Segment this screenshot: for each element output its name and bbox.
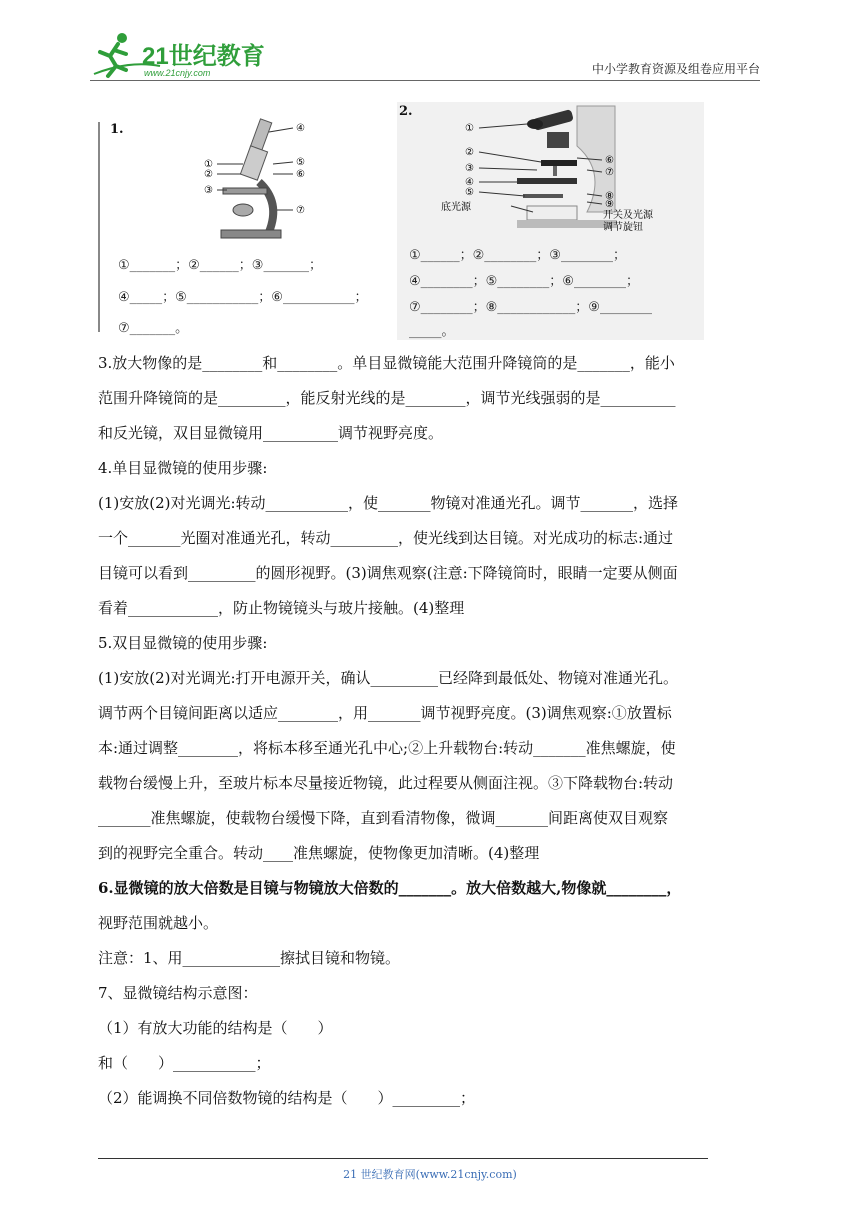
q7-line-1: （1）有放大功能的结构是（ ） xyxy=(98,1019,333,1037)
figure2-blank-line-1: ①______；②________；③________； xyxy=(409,248,626,263)
figure-monocular-microscope xyxy=(98,102,392,340)
figure-binocular-microscope xyxy=(397,102,704,340)
worksheet-body xyxy=(98,346,762,1116)
logo-url: www.21cnjy.com xyxy=(144,68,211,78)
header-divider xyxy=(90,80,760,81)
callout-6: ⑥ xyxy=(296,169,305,180)
logo-icon xyxy=(90,30,270,80)
callout-3: ③ xyxy=(465,163,474,174)
q5-line-5: _______准焦螺旋，使载物台缓慢下降，直到看清物像，微调_______间距离使双目观察 xyxy=(98,809,669,827)
footer-divider xyxy=(98,1158,708,1159)
figure1-number: 1. xyxy=(110,122,124,137)
callout-7: ⑦ xyxy=(605,167,614,178)
callout-4: ④ xyxy=(465,177,474,188)
note-line: 注意：1、用_____________擦拭目镜和物镜。 xyxy=(98,949,401,967)
monocular-microscope-drawing xyxy=(193,112,313,242)
callout-9: ⑨ xyxy=(605,199,614,210)
figure2-blank-line-4: _____。 xyxy=(409,324,455,339)
q5-line-2: 调节两个目镜间距离以适应________，用_______调节视野亮度。(3)调焦观察:①放置标 xyxy=(98,704,672,722)
figure1-blank-line-3: ⑦_______。 xyxy=(118,321,189,336)
callout-3: ③ xyxy=(204,185,213,196)
figure1-blank-line-2: ④_____；⑤___________；⑥___________； xyxy=(118,290,368,305)
q5-title: 5.双目显微镜的使用步骤: xyxy=(98,634,268,652)
q7-title: 7、显微镜结构示意图： xyxy=(98,984,258,1002)
q6-line-2: 视野范围就越小。 xyxy=(98,914,219,932)
q4-line-1: (1)安放(2)对光调光:转动___________，使_______物镜对准通光孔。调节_______，选择 xyxy=(98,494,679,512)
callout-1: ① xyxy=(204,159,213,170)
knob-label: 调节旋钮 xyxy=(603,222,643,232)
callout-4: ④ xyxy=(296,123,305,134)
callout-7: ⑦ xyxy=(296,205,305,216)
callout-1: ① xyxy=(465,123,474,134)
q4-title: 4.单目显微镜的使用步骤: xyxy=(98,459,268,477)
q3-line-3: 和反光镜，双目显微镜用__________调节视野亮度。 xyxy=(98,424,444,442)
logo-title: 21世纪教育 xyxy=(142,43,265,70)
footer-text[interactable]: 21 世纪教育网(www.21cnjy.com) xyxy=(343,1168,517,1181)
page-header xyxy=(90,28,760,80)
callout-2: ② xyxy=(204,169,213,180)
callout-5: ⑤ xyxy=(296,157,305,168)
q4-line-3: 目镜可以看到_________的圆形视野。(3)调焦观察(注意:下降镜筒时，眼睛一定要从侧面 xyxy=(98,564,678,582)
q3-line-1: 3.放大物像的是________和________。单目显微镜能大范围升降镜筒的是_______，能小 xyxy=(98,354,675,372)
left-rule xyxy=(98,122,100,332)
callout-5: ⑤ xyxy=(465,187,474,198)
figure2-number: 2. xyxy=(399,104,413,119)
callout-2: ② xyxy=(465,147,474,158)
q5-line-4: 载物台缓慢上升，至玻片标本尽量接近物镜，此过程要从侧面注视。③下降载物台:转动 xyxy=(98,774,674,792)
figure2-blank-line-3: ⑦________；⑧____________；⑨________ xyxy=(409,300,652,315)
q5-line-6: 到的视野完全重合。转动____准焦螺旋，使物像更加清晰。(4)整理 xyxy=(98,844,540,862)
q4-line-4: 看着____________，防止物镜镜头与玻片接触。(4)整理 xyxy=(98,599,465,617)
callout-6: ⑥ xyxy=(605,155,614,166)
binocular-microscope-drawing xyxy=(437,102,697,232)
figure1-blank-line-1: ①_______；②______；③_______； xyxy=(118,258,322,273)
bottom-light-label: 底光源 xyxy=(441,202,471,213)
switch-label: 开关及光源 xyxy=(603,210,653,221)
q5-line-1: (1)安放(2)对光调光:打开电源开关，确认_________已经降到最低处、物镜对准通光孔。 xyxy=(98,669,679,687)
q5-line-3: 本:通过调整________，将标本移至通光孔中心;②上升载物台:转动_______准焦螺旋，使 xyxy=(98,739,676,757)
q7-line-3: （2）能调换不同倍数物镜的结构是（ ）_________； xyxy=(98,1089,476,1107)
callout-8: ⑧ xyxy=(605,191,614,202)
q6-line-1: 6.显微镜的放大倍数是目镜与物镜放大倍数的_______。放大倍数越大,物像就________， xyxy=(98,879,682,897)
q3-line-2: 范围升降镜筒的是_________，能反射光线的是________，调节光线强弱的是__________ xyxy=(98,389,676,407)
figure2-blank-line-2: ④________；⑤________；⑥________； xyxy=(409,274,639,289)
platform-name: 中小学教育资源及组卷应用平台 xyxy=(591,62,760,76)
q7-line-2: 和（ ）___________； xyxy=(98,1054,271,1072)
q4-line-2: 一个_______光圈对准通光孔，转动_________，使光线到达目镜。对光成功的标志:通过 xyxy=(98,529,674,547)
